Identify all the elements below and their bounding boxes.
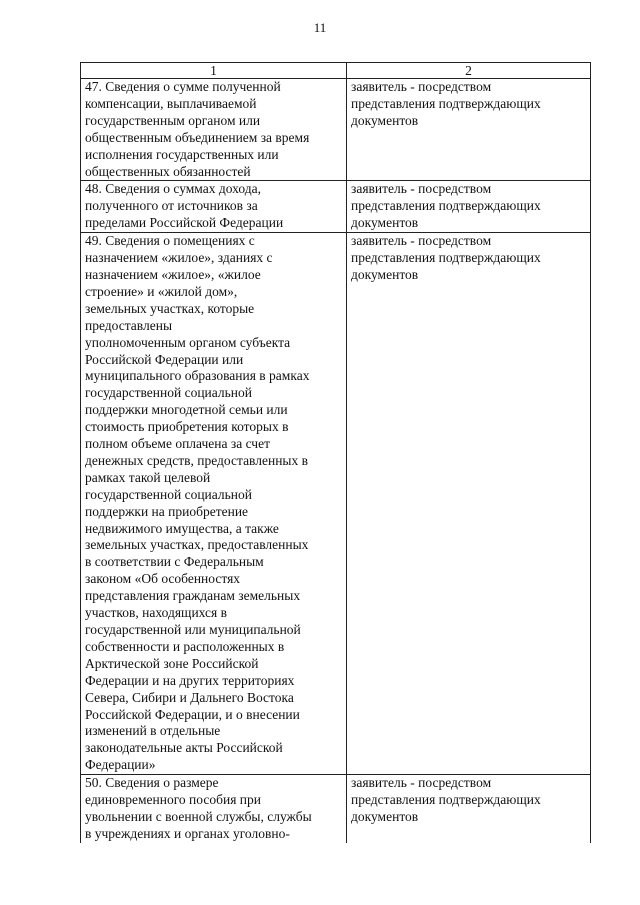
item-description-line: участков, находящихся в xyxy=(85,605,227,621)
information-source-line: заявитель - посредством xyxy=(351,775,492,791)
information-source-line: представления подтверждающих xyxy=(351,95,541,111)
table-body xyxy=(81,79,591,843)
item-description-line: полученного от источников за xyxy=(85,198,258,214)
information-source-line: представления подтверждающих xyxy=(351,198,541,214)
information-source-line: заявитель - посредством xyxy=(351,79,492,94)
item-description-cell xyxy=(81,233,347,775)
item-description-line: земельных участках, которые xyxy=(85,300,255,316)
information-source-line: документов xyxy=(351,266,419,282)
column-header-2: 2 xyxy=(347,63,591,79)
information-source-line: заявитель - посредством xyxy=(351,233,492,249)
information-source-cell xyxy=(347,233,591,775)
information-source-line: представления подтверждающих xyxy=(351,792,541,808)
item-description-line: государственной социальной xyxy=(85,486,252,502)
document-table xyxy=(80,62,591,843)
item-description-line: государственным органом или xyxy=(85,112,261,128)
information-source-line: документов xyxy=(351,808,419,824)
item-description-line: Российской Федерации или xyxy=(85,351,244,367)
table-row xyxy=(81,181,591,233)
information-source-line: документов xyxy=(351,112,419,128)
item-description-line: в учреждениях и органах уголовно- xyxy=(85,825,290,841)
item-description-cell xyxy=(81,181,347,233)
item-description-line: назначением «жилое», зданиях с xyxy=(85,250,273,266)
item-description-line: поддержки на приобретение xyxy=(85,503,249,519)
item-description-line: государственной или муниципальной xyxy=(85,622,301,637)
table-header-row xyxy=(81,63,591,79)
item-description-line: Российской Федерации, и о внесении xyxy=(85,706,300,722)
table-row xyxy=(81,775,591,843)
item-description-line: земельных участках, предоставленных xyxy=(85,537,309,553)
item-description-line: Арктической зоне Российской xyxy=(85,655,259,671)
item-description-line: увольнении с военной службы, службы xyxy=(85,808,312,824)
item-description-cell xyxy=(81,775,347,843)
item-description-line: общественных обязанностей xyxy=(85,163,251,179)
item-description-line: рамках такой целевой xyxy=(85,469,211,485)
item-description-line: поддержки многодетной семьи или xyxy=(85,402,288,418)
page-number: 11 xyxy=(313,20,327,35)
item-description-line: законодательные акты Российской xyxy=(85,740,283,756)
item-description-line: 48. Сведения о суммах дохода, xyxy=(85,181,261,197)
information-source-line: документов xyxy=(351,215,419,231)
item-description-line: Федерации» xyxy=(85,757,156,773)
information-source-line: заявитель - посредством xyxy=(351,181,492,197)
item-description-line: 49. Сведения о помещениях с xyxy=(85,233,255,249)
item-description-line: муниципального образования в рамках xyxy=(85,368,310,384)
item-description-line: пределами Российской Федерации xyxy=(85,215,284,231)
item-description-line: уполномоченным органом субъекта xyxy=(85,334,291,350)
item-description-line: в соответствии с Федеральным xyxy=(85,554,264,570)
item-description-line: строение» и «жилой дом», xyxy=(85,283,238,299)
table-row xyxy=(81,79,591,181)
item-description-line: полном объеме оплачена за счет xyxy=(85,436,270,452)
item-description-line: законом «Об особенностях xyxy=(85,571,241,587)
information-source-cell xyxy=(347,79,591,181)
item-description-line: стоимость приобретения которых в xyxy=(85,419,289,435)
item-description-cell xyxy=(81,79,347,181)
item-description-line: изменений в отдельные xyxy=(85,723,221,739)
item-description-line: исполнения государственных или xyxy=(85,146,279,162)
item-description-line: предоставлены xyxy=(85,317,173,333)
item-description-line: 47. Сведения о сумме полученной xyxy=(85,79,281,94)
information-source-cell xyxy=(347,181,591,233)
item-description-line: общественным объединением за время xyxy=(85,129,310,145)
item-description-line: денежных средств, предоставленных в xyxy=(85,452,309,468)
column-header-1: 1 xyxy=(81,63,347,79)
table-row xyxy=(81,233,591,775)
item-description-line: собственности и расположенных в xyxy=(85,638,285,654)
item-description-line: единовременного пособия при xyxy=(85,792,261,808)
item-description-line: недвижимого имущества, а также xyxy=(85,520,279,536)
item-description-line: назначением «жилое», «жилое xyxy=(85,266,261,282)
information-source-line: представления подтверждающих xyxy=(351,250,541,266)
information-source-cell xyxy=(347,775,591,843)
item-description-line: Севера, Сибири и Дальнего Востока xyxy=(85,689,294,705)
item-description-line: Федерации и на других территориях xyxy=(85,672,295,688)
item-description-line: государственной социальной xyxy=(85,385,252,401)
item-description-line: 50. Сведения о размере xyxy=(85,775,219,791)
item-description-line: представления гражданам земельных xyxy=(85,588,301,604)
item-description-line: компенсации, выплачиваемой xyxy=(85,95,257,111)
